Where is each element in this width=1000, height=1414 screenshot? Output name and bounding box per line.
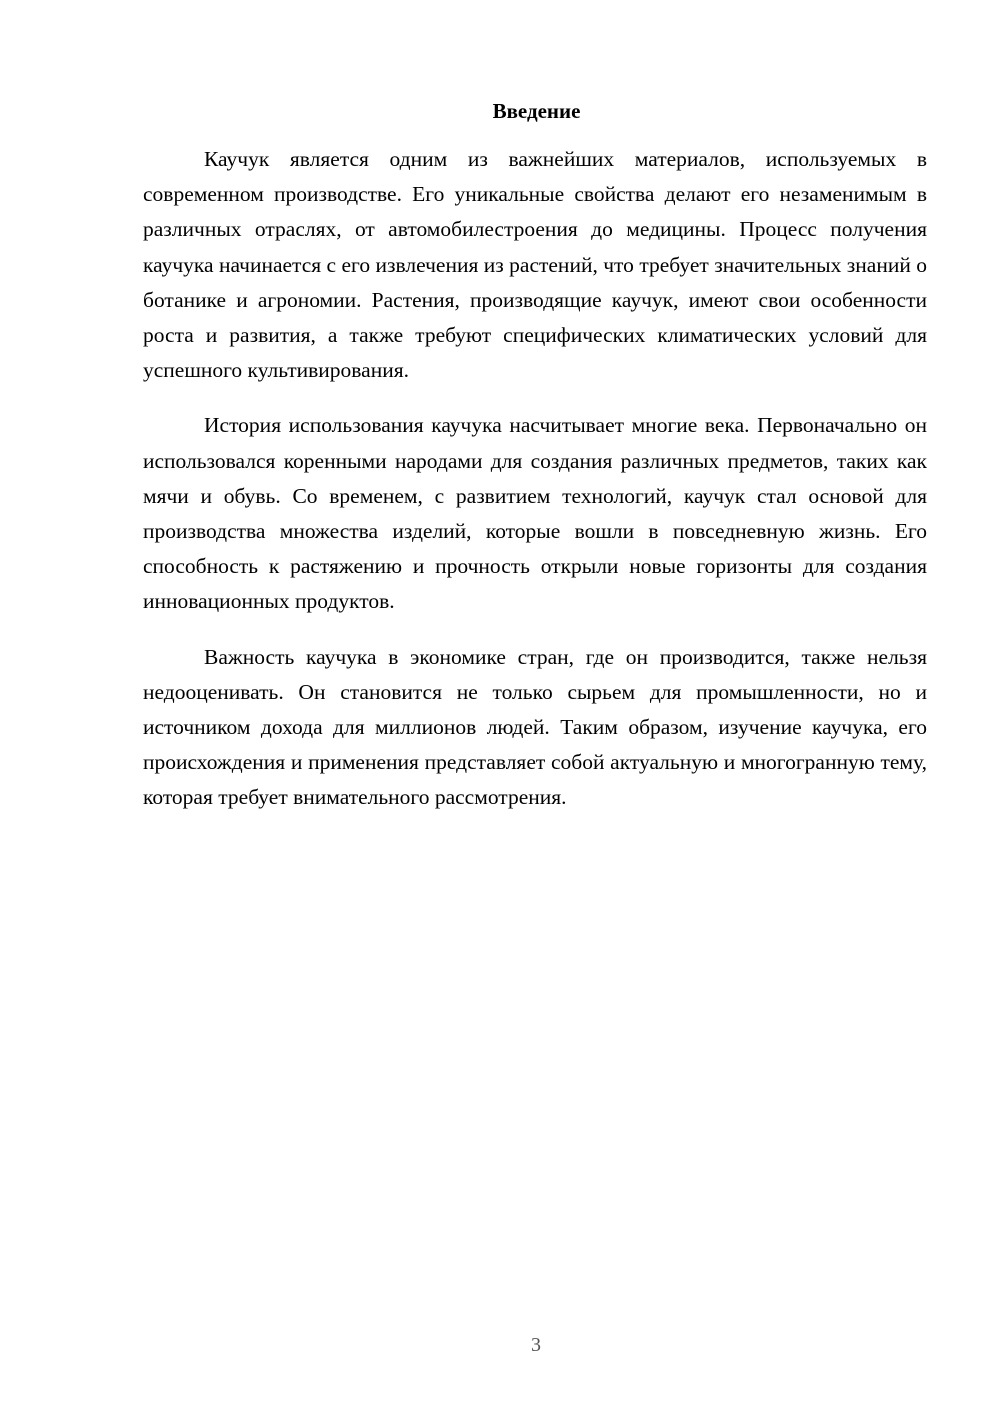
- page-content: [143, 97, 927, 836]
- paragraph-2: История использования каучука насчитывает многие века. Первоначально он использовался коренными народами для создания различных предметов, таких как мячи и обувь. Со временем, с развитием технологий, каучук стал основой для производства множества изделий, которые вошли в повседневную жизнь. Его способность к растяжению и прочность открыли новые горизонты для создания инновационных продуктов.: [143, 413, 927, 614]
- section-heading: Введение: [492, 99, 581, 123]
- page-number: 3: [531, 1334, 541, 1356]
- paragraph-1: Каучук является одним из важнейших материалов, используемых в современном производстве. Его уникальные свойства делают его незаменимым в различных отраслях, от автомобилестроения до медицины. Процесс получения каучука начинается с его извлечения из растений, что требует значительных знаний о ботанике и агрономии. Растения, производящие каучук, имеют свои особенности роста и развития, а также требуют специфических климатических условий для успешного культивирования.: [143, 147, 927, 383]
- paragraph-3: Важность каучука в экономике стран, где он производится, также нельзя недооценивать. Он становится не только сырьем для промышленности, но и источником дохода для миллионов людей. Таким образом, изучение каучука, его происхождения и применения представляет собой актуальную и многогранную тему, которая требует внимательного рассмотрения.: [143, 644, 927, 810]
